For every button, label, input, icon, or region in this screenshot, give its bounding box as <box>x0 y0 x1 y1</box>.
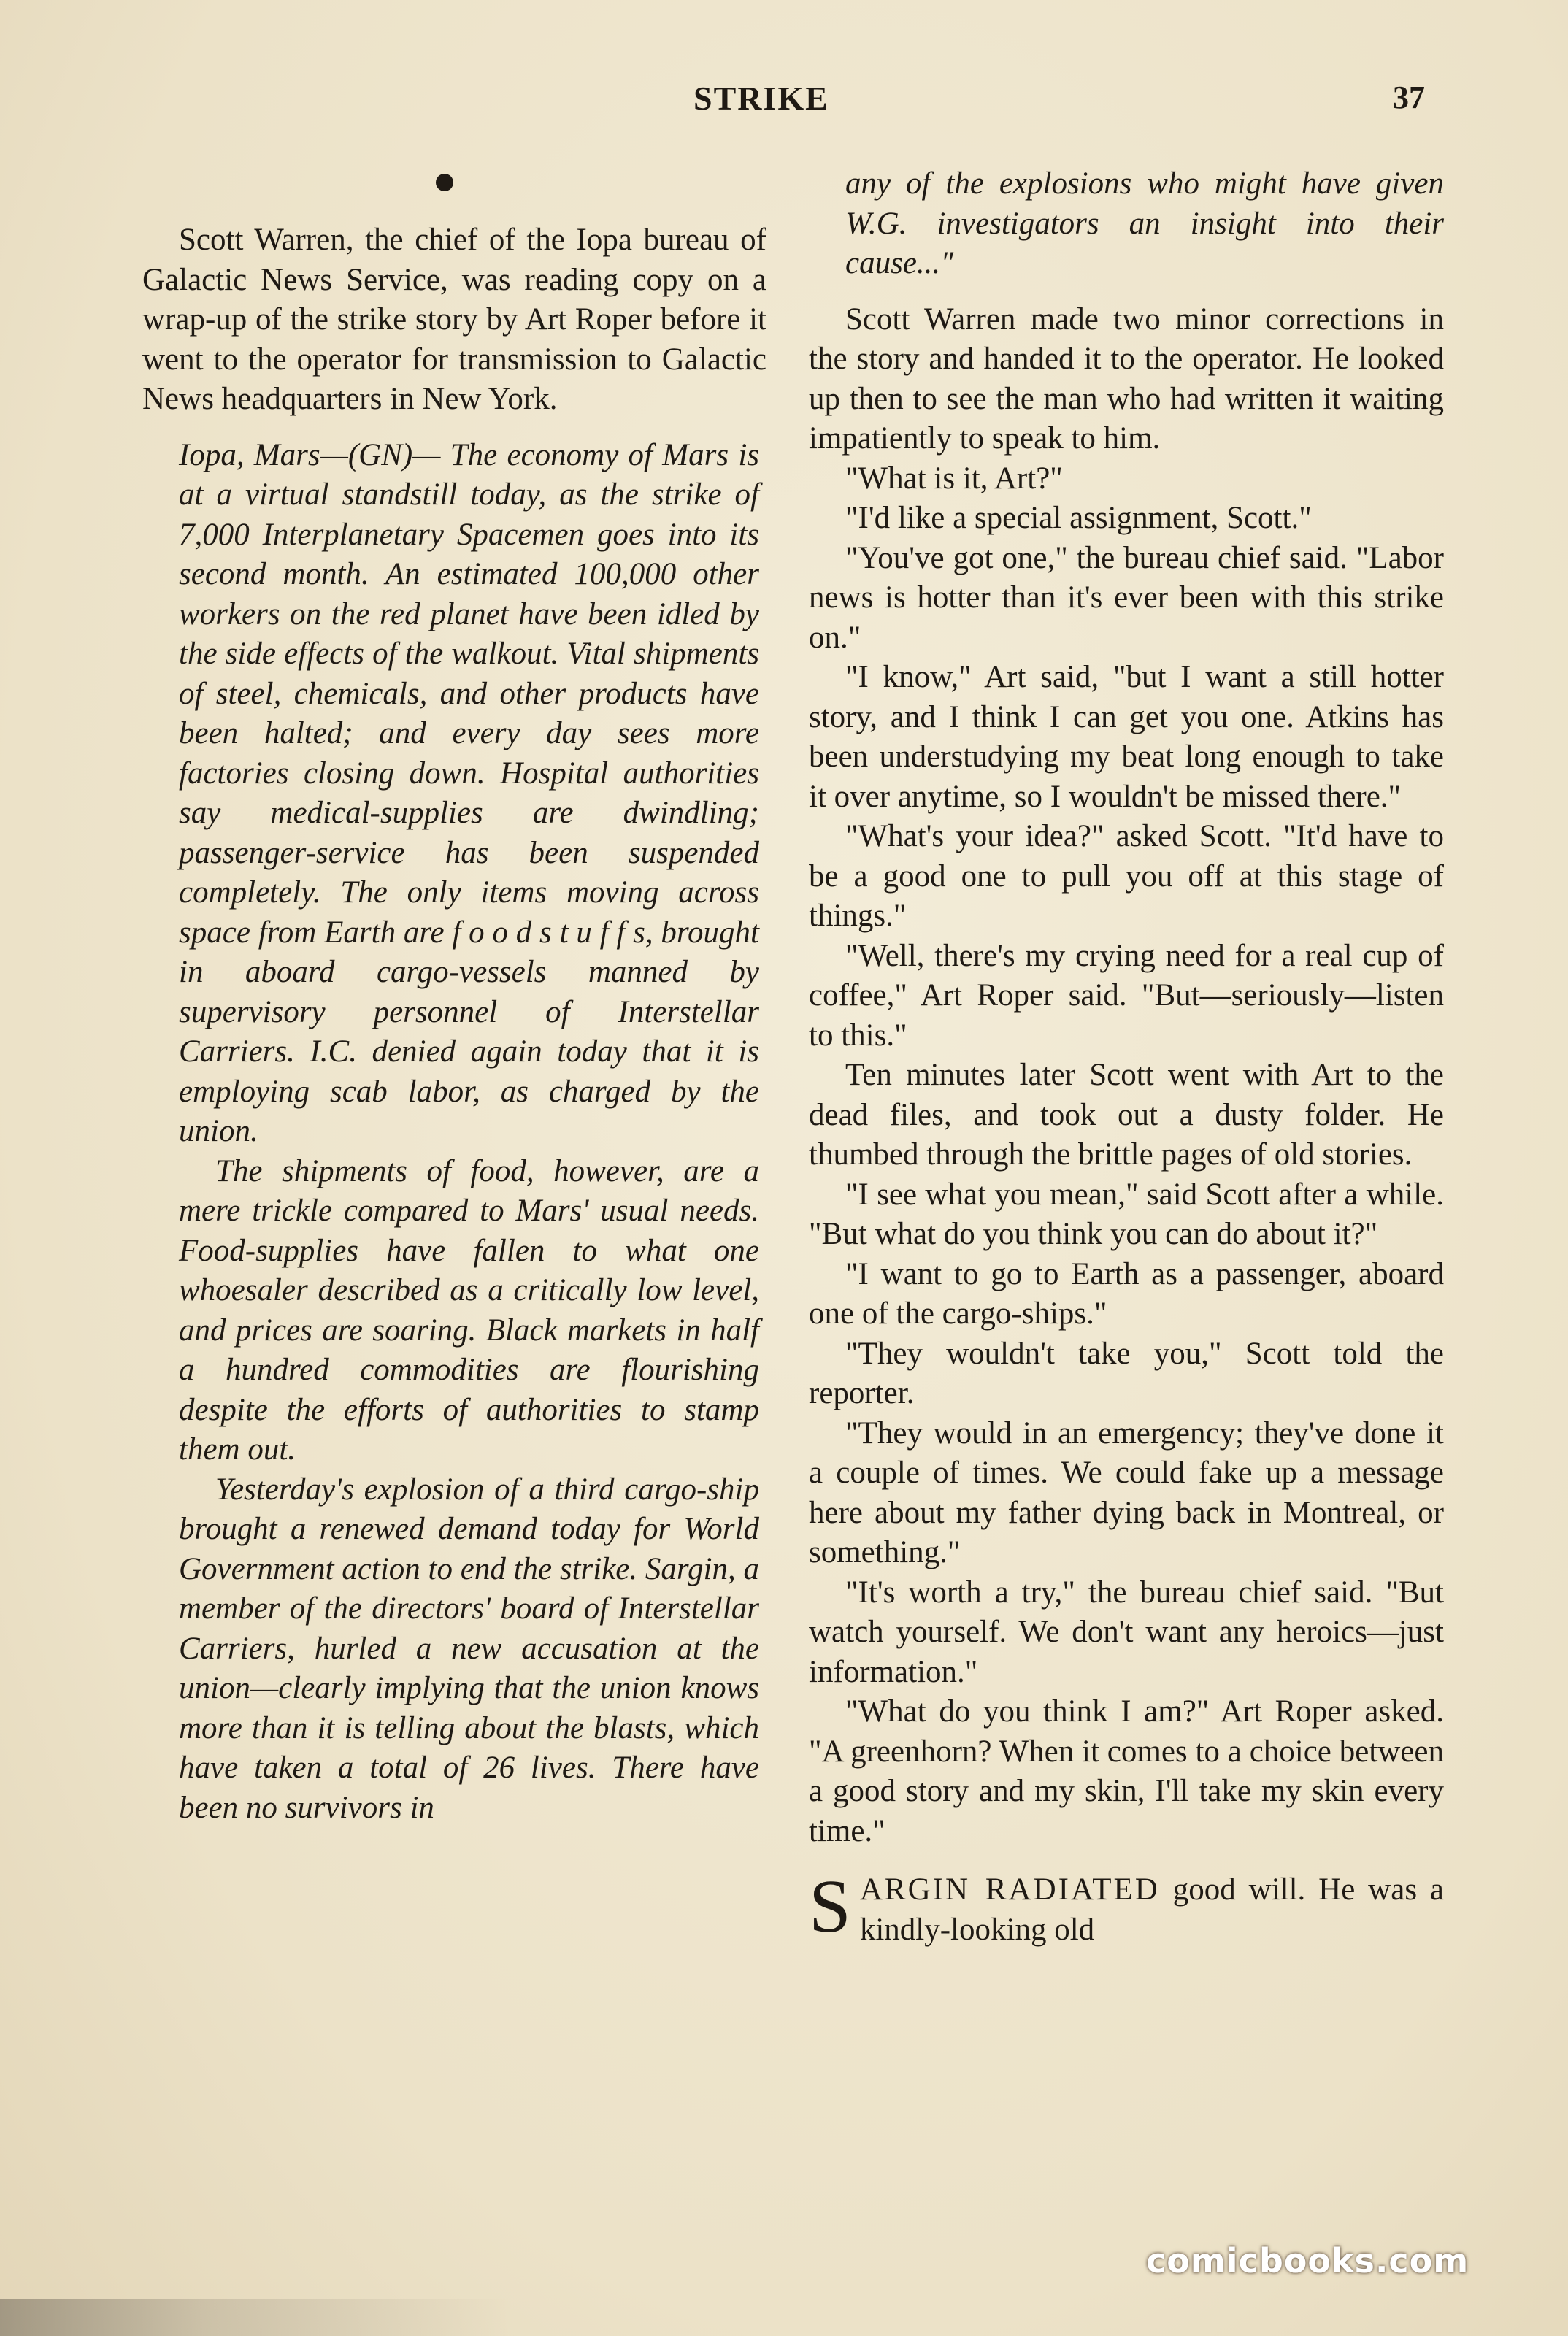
story-paragraph: "What's your idea?" asked Scott. "It'd have to be a good one to pull you off at this stage of things." <box>809 819 1444 933</box>
page-edge-shadow <box>0 2300 511 2336</box>
news-dispatch-paragraph: Yesterday's explosion of a third cargo-ship brought a renewed demand today for World Government action to end the strike. Sargin, a member of the directors' board of Interstellar Carriers, hurled a new accusation at the union—clearly implying that the union knows more than it is telling about the blasts, which have taken a total of 26 lives. There have been no survivors in <box>179 1472 759 1825</box>
page-number: 37 <box>1393 80 1425 115</box>
section-lead-text: good will. He was a kindly-looking old <box>859 1872 1445 1947</box>
running-title: STRIKE <box>693 80 829 117</box>
right-column <box>809 164 1444 1950</box>
section-lead-caps: ARGIN RADIATED <box>859 1872 1160 1907</box>
story-paragraph: "I'd like a special assignment, Scott." <box>845 501 1312 535</box>
story-paragraph: "You've got one," the bureau chief said. "Labor news is hotter than it's ever been with this strike on." <box>809 540 1444 655</box>
left-column <box>142 161 766 1828</box>
story-paragraph: "I know," Art said, "but I want a still hotter story, and I think I can get you one. Atkins has been understudying my beat long enough to take it over anytime, so I wouldn't be missed there." <box>809 660 1444 814</box>
story-paragraph: "What do you think I am?" Art Roper asked. "A greenhorn? When it comes to a choice between a good story and my skin, I'll take my skin every time." <box>809 1694 1444 1848</box>
story-paragraph: "Well, there's my crying need for a real cup of coffee," Art Roper said. "But—seriously—listen to this." <box>809 938 1444 1053</box>
news-dispatch-paragraph: Iopa, Mars—(GN)— The economy of Mars is at a virtual standstill today, as the strike of 7,000 Interplanetary Spacemen goes into its second month. An estimated 100,000 other workers on the red planet have been idled by the side effects of the walkout. Vital shipments of steel, chemicals, and other products have been halted; and every day sees more factories closing down. Hospital authorities say medical-supplies are dwindling; passenger-service has been suspended completely. The only items moving across space from Earth are f o o d s t u f f s, brought in aboard cargo-vessels manned by supervisory personnel of Interstellar Carriers. I.C. denied again today that it is employing scab labor, as charged by the union. <box>179 437 759 1148</box>
drop-cap: S <box>809 1864 851 1948</box>
site-watermark: comicbooks.com <box>1146 2241 1469 2281</box>
story-paragraph: "What is it, Art?" <box>845 461 1063 496</box>
story-paragraphs <box>809 300 1444 1852</box>
story-paragraph: Ten minutes later Scott went with Art to the dead files, and took out a dusty folder. He thumbed through the brittle pages of old stories. <box>809 1058 1444 1172</box>
story-paragraph: Scott Warren made two minor corrections in the story and handed it to the operator. He looked up then to see the man who had written it waiting impatiently to speak to him. <box>809 301 1444 456</box>
section-opening-paragraph <box>809 1864 1445 1950</box>
section-bullet-icon <box>436 174 453 191</box>
story-paragraph: "It's worth a try," the bureau chief said. "But watch yourself. We don't want any heroics—just information." <box>809 1575 1444 1689</box>
story-paragraph: "I see what you mean," said Scott after a while. "But what do you think you can do about it?" <box>809 1177 1444 1251</box>
running-head <box>0 79 1568 123</box>
story-paragraph: "They wouldn't take you," Scott told the reporter. <box>809 1336 1444 1410</box>
story-paragraph: "They would in an emergency; they've done it a couple of times. We could fake up a message here about my father dying back in Montreal, or something." <box>809 1415 1444 1570</box>
news-dispatch-continuation: any of the explosions who might have given W.G. investigators an insight into their cause..." <box>845 166 1444 280</box>
intro-paragraph: Scott Warren, the chief of the Iopa bureau of Galactic News Service, was reading copy on a wrap-up of the strike story by Art Roper before it went to the operator for transmission to Galactic News headquarters in New York. <box>142 223 766 416</box>
news-dispatch-paragraph: The shipments of food, however, are a mere trickle compared to Mars' usual needs. Food-supplies have fallen to what one whoesaler described as a critically low level, and prices are soaring. Black markets in half a hundred commodities are flourishing despite the efforts of authorities to stamp them out. <box>179 1153 759 1467</box>
story-paragraph: "I want to go to Earth as a passenger, aboard one of the cargo-ships." <box>809 1256 1444 1331</box>
